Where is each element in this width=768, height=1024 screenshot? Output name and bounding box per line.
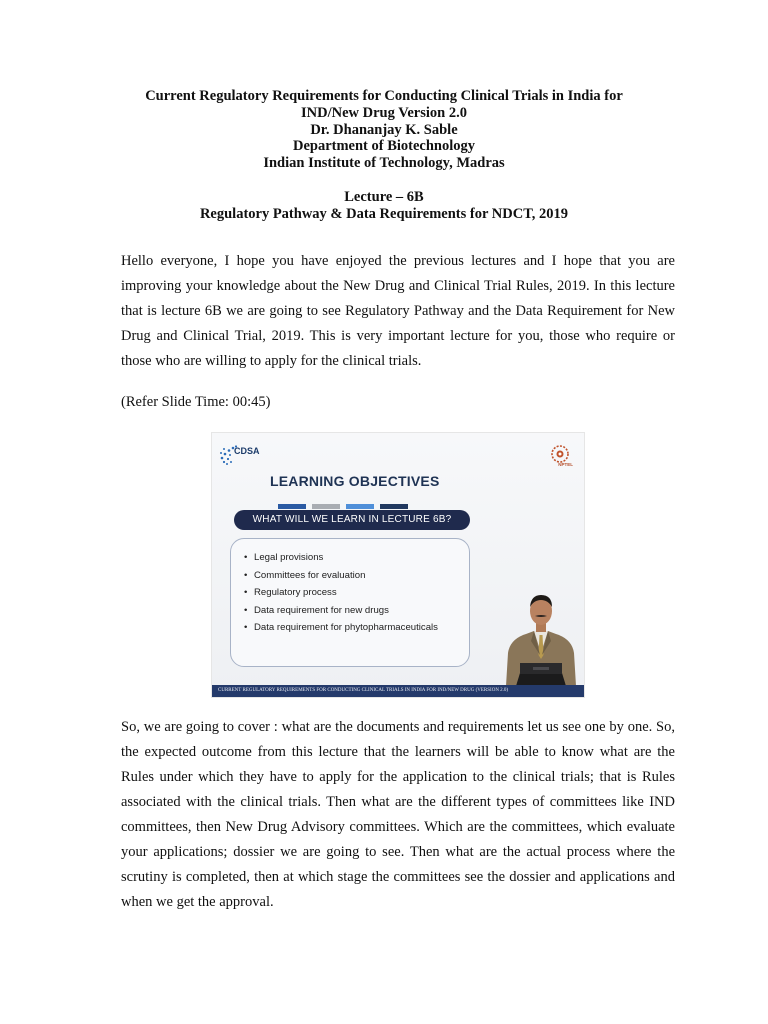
color-bar (278, 504, 306, 509)
objectives-list (244, 549, 438, 637)
slide-footer: CURRENT REGULATORY REQUIREMENTS FOR CONDUCTING CLINICAL TRIALS IN INDIA FOR IND/NEW DRUG (VERSION 2.0) (212, 685, 584, 697)
nptel-logo-text: NPTEL (558, 462, 573, 467)
color-bar (380, 504, 408, 509)
question-text: WHAT WILL WE LEARN IN LECTURE 6B? (252, 514, 452, 525)
lecture-title: Regulatory Pathway & Data Requirements for NDCT, 2019 (199, 205, 569, 222)
slide-title: LEARNING OBJECTIVES (270, 473, 440, 489)
refer-slide-time: (Refer Slide Time: 00:45) (121, 394, 271, 410)
lecture-heading (0, 189, 768, 223)
department: Department of Biotechnology (292, 138, 476, 155)
institute: Indian Institute of Technology, Madras (263, 155, 505, 172)
objective-item: • Data requirement for new drugs (244, 604, 389, 616)
objective-item: • Committees for evaluation (244, 569, 366, 581)
body-paragraph: So, we are going to cover : what are the documents and requirements let us see one by one. So, the expected outcome from this lecture that the learners will be able to know what are the Rules under which they have to apply for the application to the clinical trials; that is Rules associated with the clinical trials. Then what are the different types of committees like IND committees, then New Drug Advisory committees. Which are the committees, which evaluate your applications; dossier we are going to see. Then what are the actual process where the scrutiny is completed, then at which stage the committees see the dossier and applications and when we get the approval. (121, 719, 675, 910)
question-banner (234, 510, 470, 530)
document-header (0, 88, 768, 172)
objective-item: • Regulatory process (244, 587, 337, 599)
course-title-line1: Current Regulatory Requirements for Conducting Clinical Trials in India for (145, 88, 623, 104)
lecture-slide-image (212, 433, 584, 697)
intro-paragraph: Hello everyone, I hope you have enjoyed the previous lectures and I hope that you are improving your knowledge about the New Drug and Clinical Trial Rules, 2019. In this lecture that is lecture 6B we are going to see Regulatory Pathway and the Data Requirement for New Drug and Clinical Trial, 2019. This is very important lecture for you, those who require or those who are willing to apply for the clinical trials. (121, 253, 675, 369)
objective-item: • Legal provisions (244, 552, 324, 563)
color-bar (312, 504, 340, 509)
title-color-bars (278, 496, 414, 501)
presenter-image (498, 583, 584, 686)
color-bar (346, 504, 374, 509)
lecture-number: Lecture – 6B (344, 189, 424, 205)
course-title-line2: IND/New Drug Version 2.0 (301, 104, 467, 121)
objective-item: • Data requirement for phytopharmaceuticals (244, 622, 438, 634)
cdsa-logo-text: CDSA (234, 446, 260, 456)
author-name: Dr. Dhananjay K. Sable (310, 121, 458, 138)
